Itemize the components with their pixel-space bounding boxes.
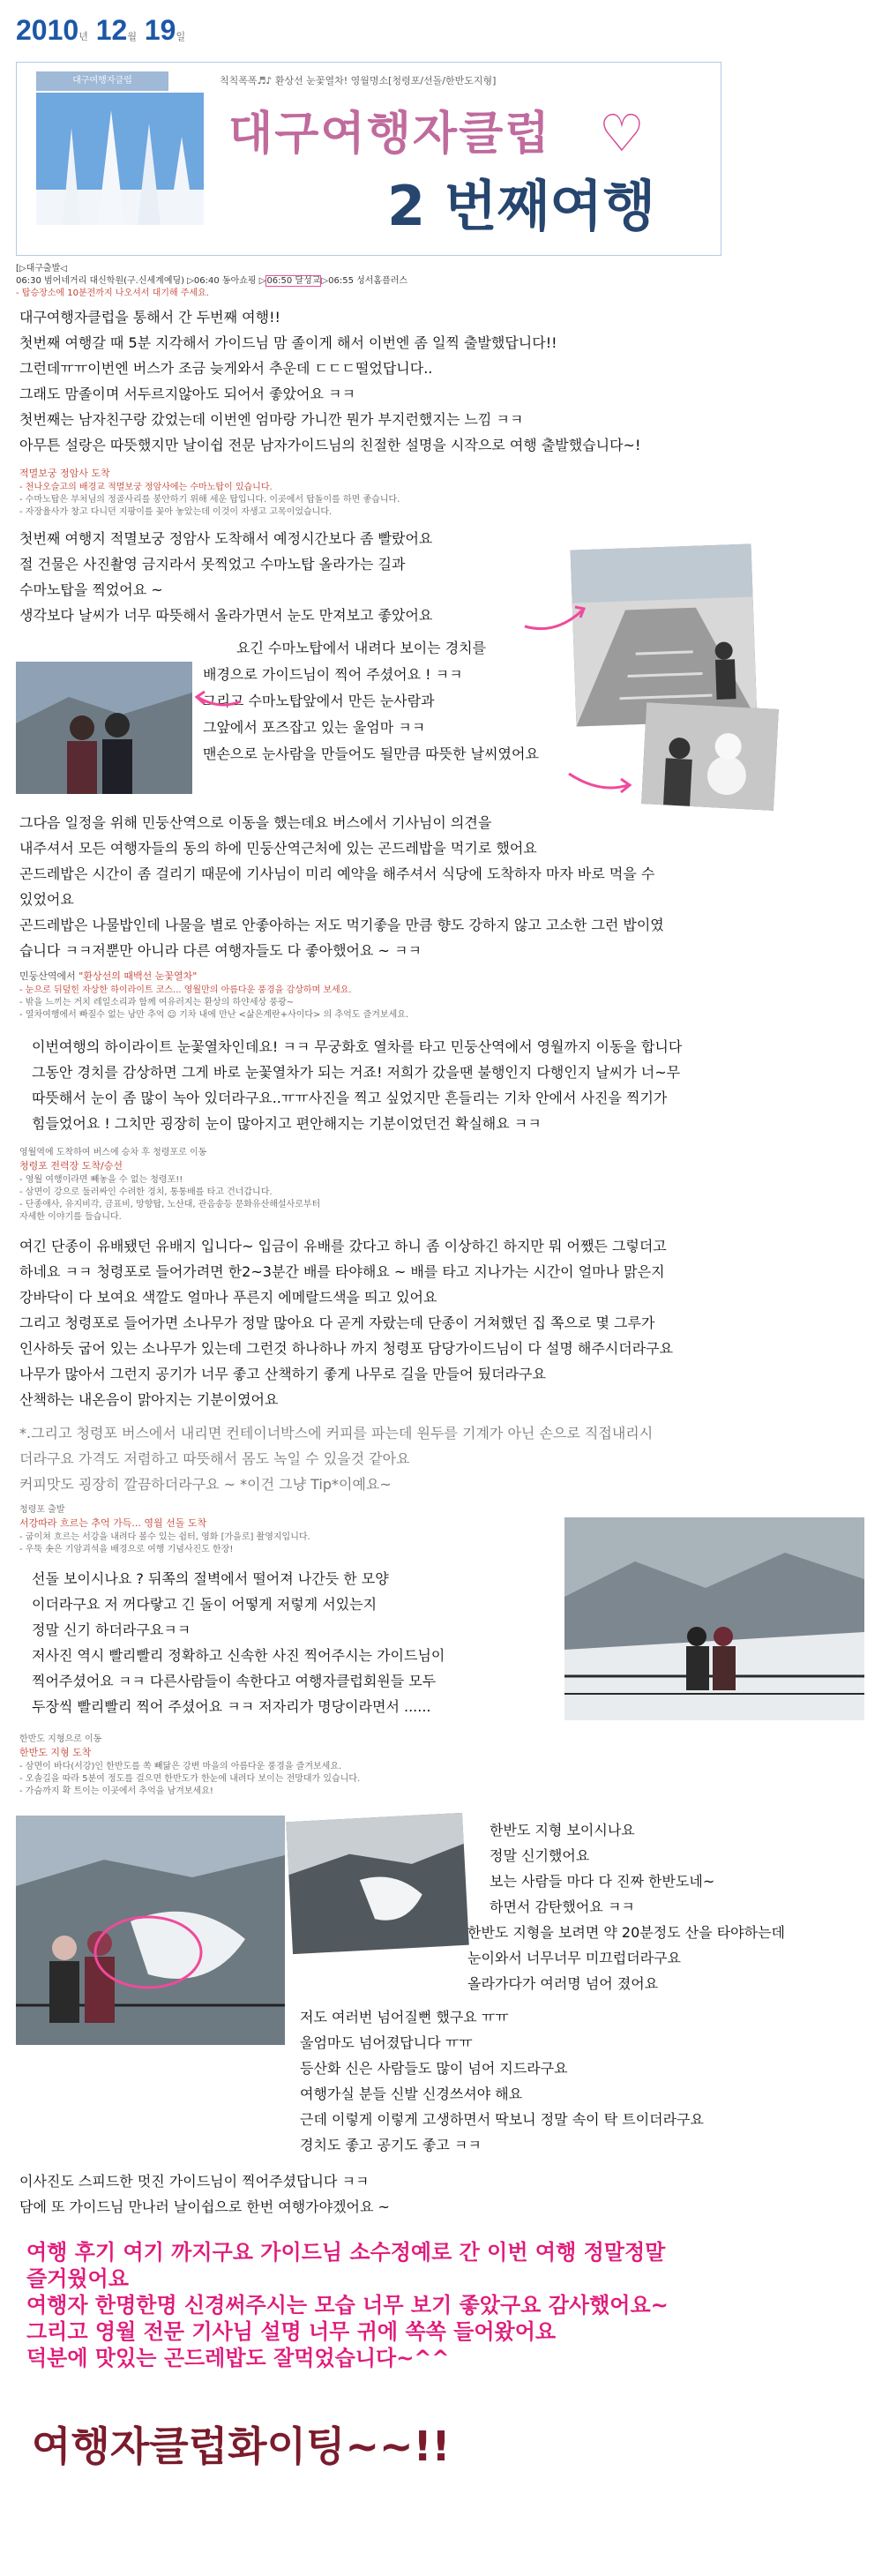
gondre-line: 곤드레밥은 시간이 좀 걸리기 때문에 기사님이 미리 예약을 해주셔서 식당에 도착하자 마자 바로 먹을 수: [19, 865, 655, 882]
gondre-line: 그다음 일정을 위해 민둥산역으로 이동을 했는데요 버스에서 기사님이 의견을: [19, 814, 492, 831]
intro-line: 그래도 맘졸이며 서두르지않아도 되어서 좋았어요 ㅋㅋ: [19, 386, 355, 402]
section-item: - 자장율사가 창고 다니던 지팡이를 꽂아 놓았는데 이것이 자생고 고목이었습니다.: [19, 507, 333, 517]
section-item: - 눈으로 뒤덮힌 자상한 하이라이트 코스... 영월만의 아름다운 풍경을 감상하며 보세요.: [19, 985, 352, 995]
cheong-line: 그리고 청령포로 들어가면 소나무가 정말 많아요 다 곧게 자랐는데 단종이 거쳐했던 집 쪽으로 몇 그루가: [19, 1314, 655, 1331]
jungam-line: 그리고 수마노탑앞에서 만든 눈사람과: [203, 693, 435, 709]
cheong-line: 여긴 단종이 유배됐던 유배지 입니다~ 입금이 유배를 갔다고 하니 좀 이상하긴 하지만 뭐 어쨌든 그렇더고: [19, 1238, 667, 1254]
pink-arrow-icon: [192, 688, 245, 715]
section-item: - 삼면이 바다(서강)인 한반도를 쏙 빼닮은 강변 마을의 아름다운 풍경을 즐겨보세요.: [19, 1762, 342, 1771]
section-title-cheong: 청령포 전력장 도착/승선: [19, 1160, 123, 1172]
section-item: 자세한 이야기를 들습니다.: [19, 1212, 122, 1222]
gondre-line: 습니다 ㅋㅋ저뿐만 아니라 다른 여행자들도 다 좋아했어요 ~ ㅋㅋ: [19, 942, 422, 959]
jungam-line: 생각보다 날씨가 너무 따뜻해서 올라가면서 눈도 만져보고 좋았어요: [19, 607, 433, 624]
seondol-line: 두장씩 빨리빨리 찍어 주셨어요 ㅋㅋ 저자리가 명당이라면서 ......: [32, 1698, 431, 1715]
intro-line: 아무튼 설랑은 따뜻했지만 날이쉽 전문 남자가이드님의 친절한 설명을 시작으로 여행 출발했습니다~!: [19, 437, 641, 453]
schedule-note: - 탑승장소에 10분전까지 나오셔서 대기해 주세요.: [16, 288, 209, 298]
hanbando-line: 등산화 신은 사람들도 많이 넘어 지드라구요: [300, 2060, 568, 2077]
jungam-line: 절 건물은 사진촬영 금지라서 못찍었고 수마노탑 올라가는 길과: [19, 556, 406, 573]
train-line: 힘들었어요 ! 그치만 굉장히 눈이 많아지고 편안해지는 기분이었던건 확실해요 ㅋㅋ: [32, 1115, 542, 1132]
section-title-seondol: 서강따라 흐르는 추억 가득... 영월 선돌 도착: [19, 1517, 207, 1529]
snowman-photo: [641, 702, 779, 811]
snowy-trees-photo: [36, 93, 204, 225]
gondre-line: 곤드레밥은 나물밥인데 나물을 별로 안좋아하는 저도 먹기좋을 만큼 향도 강하지 않고 고소한 그런 밥이였: [19, 917, 664, 933]
seondol-line: 선돌 보이시나요 ? 뒤쪽의 절벽에서 떨어져 나간듯 한 모양: [32, 1570, 389, 1587]
ending-line: 그리고 영월 전문 기사님 설명 너무 귀에 쏙쏙 들어왔어요: [26, 2319, 557, 2344]
seondol-rock-photo: [564, 1517, 864, 1720]
hanbando-line: 정말 신기했어요: [490, 1847, 590, 1864]
section-item: - 수마노탑은 부처님의 정골사리를 봉안하기 위해 세운 탑입니다. 이곳에서 탑돌이를 하면 좋습니다.: [19, 495, 400, 505]
hanbando-line: 올라가다가 여러명 넘어 졌어요: [467, 1975, 659, 1992]
tip-line: 커피맛도 굉장히 깔끔하더라구요 ~ *이건 그냥 Tip*이예요~: [19, 1476, 392, 1493]
cheong-line: 인사하듯 굽어 있는 소나무가 있는데 그런것 하나하나 까지 청령포 담당가이드님이 다 설명 해주시더라구요: [19, 1340, 674, 1357]
banner-title: 대구여행자클럽: [228, 108, 551, 161]
hanbando-line: 근데 이렇게 이렇게 고생하면서 딱보니 정말 속이 탁 트이더라구요: [300, 2111, 705, 2128]
section-item: - 단종애사, 유지비각, 금표비, 망향탑, 노산대, 관음송등 문화유산해설사로부터: [19, 1200, 321, 1209]
section-title-train: [19, 970, 197, 983]
hanbando-line: 보는 사람들 마다 다 진짜 한반도네~: [490, 1873, 715, 1890]
ending-line: 여행 후기 여기 까지구요 가이드님 소수정예로 간 이번 여행 정말정말: [26, 2240, 666, 2265]
cheong-line: 하네요 ㅋㅋ 청령포로 들어가려면 한2~3분간 배를 타야해요 ~ 배를 타고 지나가는 시간이 얼마나 맑은지: [19, 1263, 665, 1280]
schedule-heading: [▷대구출발◁: [16, 264, 67, 273]
hanbando-line: 여행가실 분들 신발 신경쓰셔야 해요: [300, 2086, 523, 2102]
section-pre: 영월역에 도착하여 버스에 승차 후 청령포로 이동: [19, 1148, 207, 1157]
intro-line: 첫번째 여행갈 때 5분 지각해서 가이드님 맘 졸이게 해서 이번엔 좀 일찍 출발했답니다!!: [19, 334, 557, 351]
section-item: - 밖을 느끼는 거치 레일소리과 함께 여유러지는 환상의 하얀세상 풍광~: [19, 998, 295, 1007]
hanbando-couple-photo: [16, 1816, 285, 2045]
closing-line: 이사진도 스피드한 멋진 가이드님이 찍어주셨답니다 ㅋㅋ: [19, 2173, 370, 2190]
date-year: 2010: [16, 14, 79, 46]
date-month: 12: [95, 14, 128, 46]
gondre-line: 있었어요: [19, 891, 74, 908]
tip-line: 더라구요 가격도 저렴하고 따뜻해서 몸도 녹일 수 있을것 같아요: [19, 1450, 410, 1467]
ending-line: 덕분에 맛있는 곤드레밥도 잘먹었습니다~^^: [26, 2346, 450, 2370]
seondol-line: 이더라구요 저 꺼다랗고 긴 돌이 어떻게 저렇게 서있는지: [32, 1596, 377, 1613]
train-line: 따뜻해서 눈이 좀 많이 녹아 있더라구요..ㅠㅠ사진을 찍고 싶었지만 흔들리는 기차 안에서 사진을 찍기가: [32, 1090, 668, 1106]
closing-line: 담에 또 가이드님 만나러 날이쉽으로 한번 여행가야겠어요 ~: [19, 2198, 390, 2215]
section-item: - 우뚝 솟은 기암괴석을 배경으로 여행 기념사진도 한장!: [19, 1545, 234, 1554]
section-item: - 천나오슬고의 배경교 적멸보궁 정암사에는 수마노탑이 있습니다.: [19, 483, 273, 492]
hanbando-terrain-photo: [286, 1813, 469, 1954]
pink-arrow-icon: [520, 600, 591, 635]
gondre-line: 내주셔서 모든 여행자들의 동의 하에 민둥산역근처에 있는 곤드레밥을 먹기로 했어요: [19, 840, 537, 857]
hanbando-line: 한반도 지형 보이시나요: [490, 1822, 635, 1838]
intro-line: 대구여행자클럽을 통해서 간 두번째 여행!!: [19, 309, 280, 326]
hanbando-line: 한반도 지형을 보려면 약 20분정도 산을 타야하는데: [467, 1924, 785, 1941]
schedule-route-a: 06:30 범어네거리 대신학원(구.신세계예딩) ▷06:40 동아쇼핑 ▷: [16, 276, 266, 286]
club-logo-tag: 대구여행자클럽: [36, 71, 168, 91]
date-day: 19: [144, 14, 176, 46]
section-item: - 영월 여행이라면 빼놓을 수 없는 청령포!!: [19, 1175, 183, 1185]
schedule-route-c: ▷06:55 성서홈플러스: [321, 276, 408, 286]
date-sep-year: 년: [78, 32, 88, 42]
cheong-line: 산책하는 내온음이 맑아지는 기분이였어요: [19, 1391, 279, 1408]
hanbando-line: 경치도 좋고 공기도 좋고 ㅋㅋ: [300, 2137, 482, 2153]
seondol-line: 정말 신기 하더라구요ㅋㅋ: [32, 1621, 191, 1638]
tip-line: *.그리고 청령포 버스에서 내리면 컨테이너박스에 커피를 파는데 원두를 기계가 아닌 손으로 직접내리시: [19, 1425, 654, 1442]
hanbando-line: 하면서 감탄했어요 ㅋㅋ: [490, 1898, 635, 1915]
jungam-line: 맨손으로 눈사람을 만들어도 될만큼 따뜻한 날씨였어요: [203, 745, 539, 762]
heart-icon: ♡: [599, 103, 645, 163]
train-line: 그동안 경치를 감상하면 그게 바로 눈꽃열차가 되는 거죠! 저희가 갔을땐 불행인지 다행인지 날씨가 너~무: [32, 1064, 681, 1081]
hanbando-line: 눈이와서 너무너무 미끄럽더라구요: [467, 1950, 682, 1966]
schedule-route: [16, 275, 407, 287]
hanbando-line: 울엄마도 넘어졌답니다 ㅠㅠ: [300, 2034, 473, 2051]
banner-breadcrumb: 칙칙폭폭♬♪ 환상선 눈꽃열차! 영월명소[청령포/선돌/한반도지형]: [220, 75, 497, 86]
train-line: 이번여행의 하이라이트 눈꽃열차인데요! ㅋㅋ 무궁화호 열차를 타고 민둥산역에서 영월까지 이동을 합니다: [32, 1038, 683, 1055]
date-sep-day: 일: [176, 32, 186, 42]
banner-subtitle: 2 번째여행: [387, 174, 656, 238]
seondol-line: 찍어주셨어요 ㅋㅋ 다른사람들이 속한다고 여행자클럽회원들 모두: [32, 1673, 437, 1689]
title-banner: [16, 62, 721, 256]
cheer-banner: 여행자클럽화이팅~~!!: [32, 2422, 451, 2470]
pink-arrow-icon: [564, 763, 635, 798]
section-item: - 삼면이 강으로 둘러싸인 수려한 경치, 통통배를 타고 건너갑니다.: [19, 1187, 273, 1197]
post-date: [16, 12, 185, 55]
section-title-prefix: 민둥산역에서: [19, 970, 79, 982]
section-item: - 열차여행에서 빠질수 없는 낭만 추억 ☺ 기차 내에 만난 <삶은계란+사이다> 의 추억도 즐겨보세요.: [19, 1010, 409, 1020]
intro-line: 그런데ㅠㅠ이번엔 버스가 조금 늦게와서 추운데 ㄷㄷㄷ떨었답니다..: [19, 360, 433, 377]
mother-daughter-photo: [16, 662, 192, 794]
section-title-highlight: "환상선의 때백선 눈꽃열차": [78, 970, 198, 982]
jungam-line: 배경으로 가이드님이 찍어 주셨어요 ! ㅋㅋ: [203, 666, 463, 683]
section-item: - 오솔길을 따라 5분여 정도를 걸으면 한반도가 한눈에 내려다 보이는 전망대가 있습니다.: [19, 1774, 361, 1784]
section-pre: 청령포 출발: [19, 1505, 65, 1515]
jungam-line: 그앞에서 포즈잡고 있는 울엄마 ㅋㅋ: [203, 719, 426, 736]
jungam-line: 수마노탑을 찍었어요 ~: [19, 581, 163, 598]
jungam-line: 첫번째 여행지 적멸보궁 정암사 도착해서 예정시간보다 좀 빨랐어요: [19, 530, 433, 547]
ending-line: 여행자 한명한명 신경써주시는 모습 너무 보기 좋았구요 감사했어요~: [26, 2293, 669, 2318]
section-pre: 한반도 지형으로 이동: [19, 1734, 102, 1744]
hanbando-line: 저도 여러번 넘어질뻔 했구요 ㅠㅠ: [300, 2009, 509, 2026]
schedule-route-highlight: 06:50 달성교: [266, 276, 321, 286]
section-title-jungam: 적멸보궁 정암사 도착: [19, 468, 110, 479]
intro-line: 첫번째는 남자친구랑 갔었는데 이번엔 엄마랑 가니깐 뭔가 부지런했지는 느낌 ㅋㅋ: [19, 411, 524, 428]
date-sep-month: 월: [127, 32, 137, 42]
jungam-line: 요긴 수마노탑에서 내려다 보이는 경치를: [236, 640, 487, 656]
seondol-line: 저사진 역시 빨리빨리 정확하고 신속한 사진 찍어주시는 가이드님이: [32, 1647, 445, 1664]
section-title-hanbando: 한반도 지형 도착: [19, 1747, 92, 1758]
cheong-line: 나무가 많아서 그런지 공기가 너무 좋고 산책하기 좋게 나무로 길을 만들어 뒀더라구요: [19, 1366, 546, 1382]
temple-stairs-photo: [571, 543, 758, 726]
section-item: - 굽이쳐 흐르는 서강을 내려다 볼수 있는 쉼터, 영화 [가을로] 촬영지입니다.: [19, 1532, 310, 1542]
section-item: - 가슴까지 확 트이는 이곳에서 추억을 남겨보세요!: [19, 1786, 213, 1796]
ending-line: 즐거웠어요: [26, 2266, 129, 2291]
cheong-line: 강바닥이 다 보여요 색깔도 얼마나 푸른지 에메랄드색을 띄고 있어요: [19, 1289, 437, 1306]
